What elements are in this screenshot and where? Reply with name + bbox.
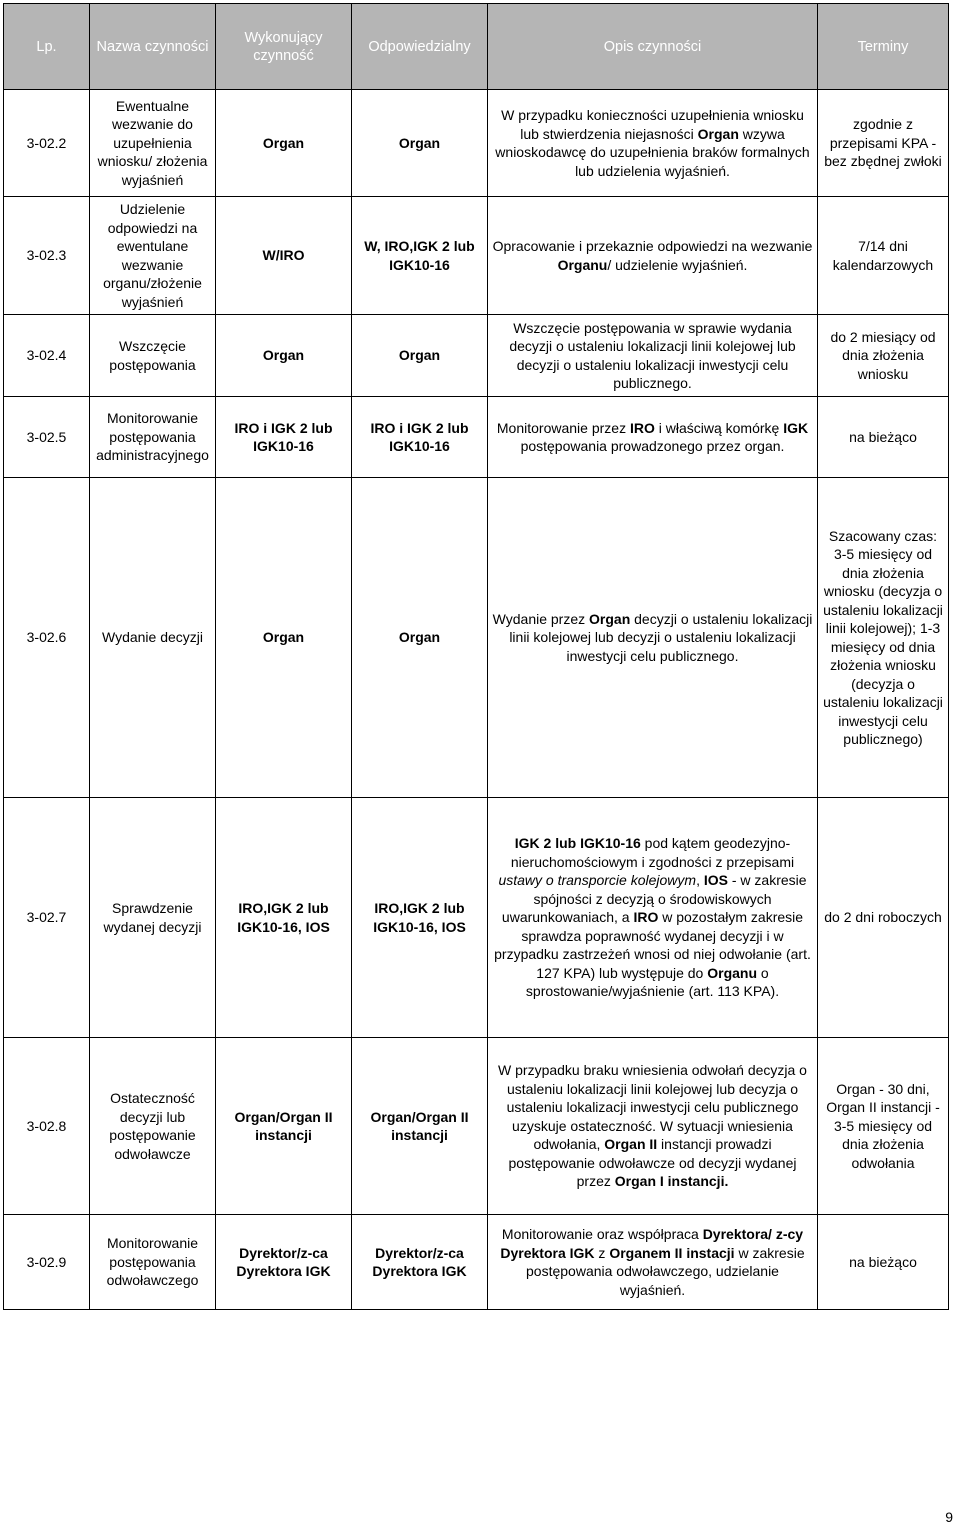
row-lp: 3-02.6 (4, 478, 90, 798)
description-segment: postępowania prowadzonego przez organ. (520, 438, 785, 454)
row-name: Monitorowanie postępowania odwoławczego (90, 1215, 216, 1310)
row-executor: W/IRO (216, 197, 352, 315)
procedure-table (3, 3, 949, 1310)
description-segment: - w zakresie spójności z decyzją o środowiskowych uwarunkowaniach, a (501, 872, 807, 926)
row-lp: 3-02.9 (4, 1215, 90, 1310)
description-segment: Organ I instancji. (614, 1173, 729, 1190)
row-deadline: Organ - 30 dni, Organ II instancji - 3-5 miesięcy od dnia złożenia odwołania (818, 1038, 949, 1215)
table-row (4, 315, 949, 397)
description-segment: IRO (633, 909, 659, 926)
description-segment: Organ II (604, 1136, 658, 1153)
row-deadline: 7/14 dni kalendarzowych (818, 197, 949, 315)
table-row (4, 478, 949, 798)
row-deadline: do 2 miesiący od dnia złożenia wniosku (818, 315, 949, 397)
table-row (4, 1215, 949, 1310)
header-name: Nazwa czynności (90, 4, 216, 90)
row-executor: Organ (216, 90, 352, 197)
row-executor: IRO,IGK 2 lub IGK10-16, IOS (216, 798, 352, 1038)
row-lp: 3-02.2 (4, 90, 90, 197)
row-deadline: zgodnie z przepisami KPA - bez zbędnej zwłoki (818, 90, 949, 197)
description-segment: Organ (589, 610, 631, 627)
row-name: Ewentualne wezwanie do uzupełnienia wniosku/ złożenia wyjaśnień (90, 90, 216, 197)
row-deadline: na bieżąco (818, 397, 949, 478)
header-executor-line1: Wykonujący (244, 29, 323, 46)
row-responsible: Organ (352, 90, 488, 197)
description-segment: Opracowanie i przekaznie odpowiedzi na wezwanie (492, 238, 813, 254)
table-row (4, 90, 949, 197)
row-responsible: Organ (352, 315, 488, 397)
row-deadline: Szacowany czas: 3-5 miesięcy od dnia złożenia wniosku (decyzja o ustaleniu lokalizacji linii kolejowej); 1-3 miesięcy od dnia złożenia wniosku (decyzja o ustaleniu lokalizacji inwestycji celu publicznego) (818, 478, 949, 798)
description-segment: ustawy o transporcie kolejowym (498, 872, 697, 889)
row-description (488, 478, 818, 798)
row-description (488, 1038, 818, 1215)
table-row (4, 798, 949, 1038)
description-segment: Monitorowanie oraz współpraca (501, 1226, 703, 1242)
row-name: Monitorowanie postępowania administracyjnego (90, 397, 216, 478)
table-row (4, 397, 949, 478)
description-segment: IGK (783, 419, 809, 436)
row-name: Ostateczność decyzji lub postępowanie odwoławcze (90, 1038, 216, 1215)
description-segment: w zakresie postępowania odwoławczego, udzielanie wyjaśnień. (526, 1244, 805, 1298)
description-segment: z (594, 1244, 610, 1261)
description-segment: pod kątem geodezyjno-nieruchomościowym i zgodności z przepisami (510, 835, 795, 870)
header-description: Opis czynności (488, 4, 818, 90)
row-responsible: Organ (352, 478, 488, 798)
description-segment: W przypadku braku wniesienia odwołań decyzja o ustaleniu lokalizacji linii kolejowej lub decyzja o ustaleniu lokalizacji inwestycji celu publicznego uzyskuje ostateczność. W sytuacji wniesienia odwołania, (498, 1062, 807, 1153)
description-segment: IOS (703, 872, 728, 889)
description-segment: wzywa wnioskodawcę do uzupełnienia braków formalnych lub udzielenia wyjaśnień. (495, 125, 810, 179)
row-executor: Organ (216, 315, 352, 397)
header-executor-line2: czynność (253, 47, 314, 64)
description-segment: IGK 2 lub IGK10-16 (514, 835, 641, 852)
description-segment: i właściwą komórkę (654, 419, 784, 436)
header-lp: Lp. (4, 4, 90, 90)
row-description (488, 315, 818, 397)
row-description (488, 90, 818, 197)
row-responsible: Organ/Organ II instancji (352, 1038, 488, 1215)
description-segment: , (696, 872, 704, 889)
header-responsible: Odpowiedzialny (352, 4, 488, 90)
row-lp: 3-02.4 (4, 315, 90, 397)
row-name: Sprawdzenie wydanej decyzji (90, 798, 216, 1038)
description-segment: W przypadku konieczności uzupełnienia wniosku lub stwierdzenia niejasności (501, 107, 804, 142)
row-description (488, 197, 818, 315)
header-row (4, 4, 949, 90)
description-segment: Wydanie przez (492, 610, 590, 627)
row-executor: Organ (216, 478, 352, 798)
description-segment: w pozostałym zakresie sprawdza poprawność wydanej decyzji i w przypadku zastrzeżeń wnosi od niej odwołanie (art. 127 KPA) lub występuje do (494, 909, 811, 981)
row-name: Wszczęcie postępowania (90, 315, 216, 397)
header-executor (216, 4, 352, 90)
row-executor: IRO i IGK 2 lub IGK10-16 (216, 397, 352, 478)
description-segment: / udzielenie wyjaśnień. (607, 256, 748, 273)
page-number: 9 (945, 1509, 953, 1525)
row-lp: 3-02.5 (4, 397, 90, 478)
row-lp: 3-02.7 (4, 798, 90, 1038)
description-segment: Monitorowanie przez (496, 419, 630, 436)
row-responsible: IRO,IGK 2 lub IGK10-16, IOS (352, 798, 488, 1038)
row-responsible: IRO i IGK 2 lub IGK10-16 (352, 397, 488, 478)
row-executor: Dyrektor/z-ca Dyrektora IGK (216, 1215, 352, 1310)
description-segment: Organ (697, 125, 739, 142)
table-row (4, 1038, 949, 1215)
header-deadline: Terminy (818, 4, 949, 90)
description-segment: Organu (557, 256, 608, 273)
description-segment: o sprostowanie/wyjaśnienie (art. 113 KPA). (525, 964, 780, 1000)
row-name: Wydanie decyzji (90, 478, 216, 798)
row-description (488, 397, 818, 478)
row-name: Udzielenie odpowiedzi na ewentulane wezwanie organu/złożenie wyjaśnień (90, 197, 216, 315)
description-segment: decyzji o ustaleniu lokalizacji linii kolejowej lub decyzji o ustaleniu lokalizacji inwestycji celu publicznego. (509, 610, 813, 664)
row-responsible: W, IRO,IGK 2 lub IGK10-16 (352, 197, 488, 315)
row-lp: 3-02.8 (4, 1038, 90, 1215)
row-deadline: na bieżąco (818, 1215, 949, 1310)
row-executor: Organ/Organ II instancji (216, 1038, 352, 1215)
row-responsible: Dyrektor/z-ca Dyrektora IGK (352, 1215, 488, 1310)
row-deadline: do 2 dni roboczych (818, 798, 949, 1038)
row-description (488, 798, 818, 1038)
row-lp: 3-02.3 (4, 197, 90, 315)
description-segment: Organem II instacji (609, 1244, 735, 1261)
description-segment: Dyrektora/ z-cy Dyrektora IGK (500, 1226, 804, 1261)
description-segment: Organu (707, 964, 758, 981)
description-segment: IRO (629, 419, 655, 436)
table-row (4, 197, 949, 315)
description-segment: instancji prowadzi postępowanie odwoławcze od decyzji wydanej przez (508, 1136, 797, 1190)
row-description (488, 1215, 818, 1310)
description-segment: Wszczęcie postępowania w sprawie wydania decyzji o ustaleniu lokalizacji linii kolejowej lub decyzji o ustaleniu lokalizacji inwestycji celu publicznego. (509, 319, 796, 391)
